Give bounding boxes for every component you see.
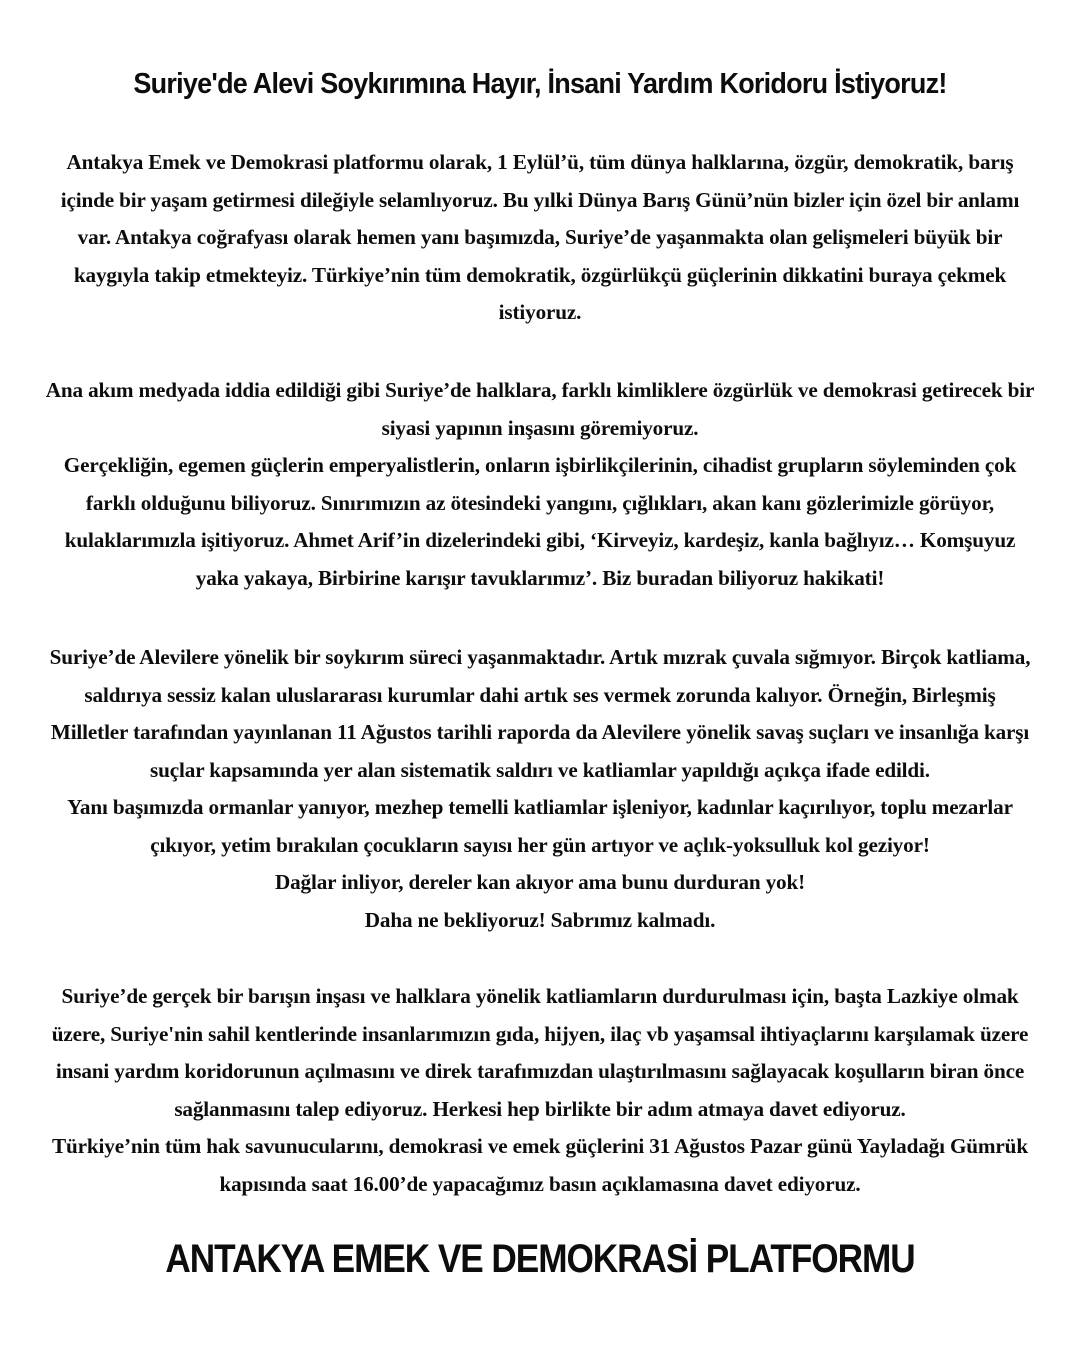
paragraph-line: çıkıyor, yetim bırakılan çocukların sayısı her gün artıyor ve açlık-yoksulluk kol geziyor! — [150, 832, 930, 857]
paragraph-line: suçlar kapsamında yer alan sistematik saldırı ve katliamlar yapıldığı açıkça ifade edildi. — [150, 757, 930, 782]
paragraph-line: Türkiye’nin tüm hak savunucularını, demokrasi ve emek güçlerini 31 Ağustos Pazar günü Yayladağı Gümrük — [52, 1134, 1028, 1158]
signature: ANTAKYA EMEK VE DEMOKRASİ PLATFORMU — [165, 1237, 915, 1281]
paragraph-line: Ana akım medyada iddia edildiği gibi Suriye’de halklara, farklı kimliklere özgürlük ve demokrasi getirecek bir — [45, 378, 1035, 402]
paragraph-line: Gerçekliğin, egemen güçlerin emperyalistlerin, onların işbirlikçilerinin, cihadist grupların söyleminden çok — [63, 453, 1017, 477]
paragraph-line: üzere, Suriye'nin sahil kentlerinde insanlarımızın gıda, hijyen, ilaç vb yaşamsal ihtiyaçlarını karşılamak üzere — [51, 1021, 1029, 1046]
paragraph-line: Suriye’de gerçek bir barışın inşası ve halklara yönelik katliamların durdurulması için, başta Lazkiye olmak — [61, 984, 1019, 1008]
statement-title: Suriye'de Alevi Soykırımına Hayır, İnsani Yardım Koridoru İstiyoruz! — [133, 68, 947, 100]
paragraph-line: kulaklarımızla işitiyoruz. Ahmet Arif’in dizelerindeki gibi, ‘Kirveyiz, kardeşiz, kanla bağlıyız… Komşuyuz — [64, 528, 1016, 552]
paragraph-line: istiyoruz. — [498, 300, 582, 324]
paragraph-line: saldırıya sessiz kalan uluslararası kurumlar dahi artık ses vermek zorunda kalıyor. Örneğin, Birleşmiş — [84, 682, 996, 707]
paragraph-line: yaka yakaya, Birbirine karışır tavuklarımız’. Biz buradan biliyoruz hakikati! — [195, 565, 885, 590]
paragraph-line: Suriye’de Alevilere yönelik bir soykırım süreci yaşanmaktadır. Artık mızrak çuvala sığmıyor. Birçok katliama, — [49, 645, 1031, 669]
paragraph-line: insani yardım koridorunun açılmasını ve direk tarafımızdan ulaştırılmasını sağlayacak koşulların biran önce — [55, 1059, 1025, 1083]
paragraph-4 — [0, 978, 1080, 1203]
paragraph-line: Antakya Emek ve Demokrasi platformu olarak, 1 Eylül’ü, tüm dünya halklarına, özgür, demokratik, barış — [66, 150, 1014, 174]
paragraph-line: içinde bir yaşam getirmesi dileğiyle selamlıyoruz. Bu yılki Dünya Barış Günü’nün bizler için özel bir anlamı — [60, 187, 1020, 212]
paragraph-line: Yanı başımızda ormanlar yanıyor, mezhep temelli katliamlar işleniyor, kadınlar kaçırılıyor, toplu mezarlar — [67, 795, 1013, 819]
paragraph-3 — [0, 639, 1080, 939]
paragraph-1 — [0, 144, 1080, 332]
paragraph-line: kapısında saat 16.00’de yapacağımız basın açıklamasına davet ediyoruz. — [219, 1171, 861, 1196]
paragraph-line: farklı olduğunu biliyoruz. Sınırımızın az ötesindeki yangını, çığlıkları, akan kanı gözlerimizle görüyor, — [85, 490, 995, 515]
paragraph-line: siyasi yapının inşasını göremiyoruz. — [381, 415, 699, 440]
paragraph-line: var. Antakya coğrafyası olarak hemen yanı başımızda, Suriye’de yaşanmakta olan gelişmeleri büyük bir — [77, 225, 1003, 249]
paragraph-line: Dağlar inliyor, dereler kan akıyor ama bunu durduran yok! — [274, 870, 806, 894]
paragraph-line: Milletler tarafından yayınlanan 11 Ağustos tarihli raporda da Alevilere yönelik savaş suçları ve insanlığa karşı — [50, 720, 1030, 744]
paragraph-line: kaygıyla takip etmekteyiz. Türkiye’nin tüm demokratik, özgürlükçü güçlerinin dikkatini buraya çekmek — [73, 262, 1007, 287]
paragraph-2 — [0, 372, 1080, 597]
paragraph-line: sağlanmasını talep ediyoruz. Herkesi hep birlikte bir adım atmaya davet ediyoruz. — [174, 1096, 906, 1121]
paragraph-line: Daha ne bekliyoruz! Sabrımız kalmadı. — [364, 907, 716, 932]
